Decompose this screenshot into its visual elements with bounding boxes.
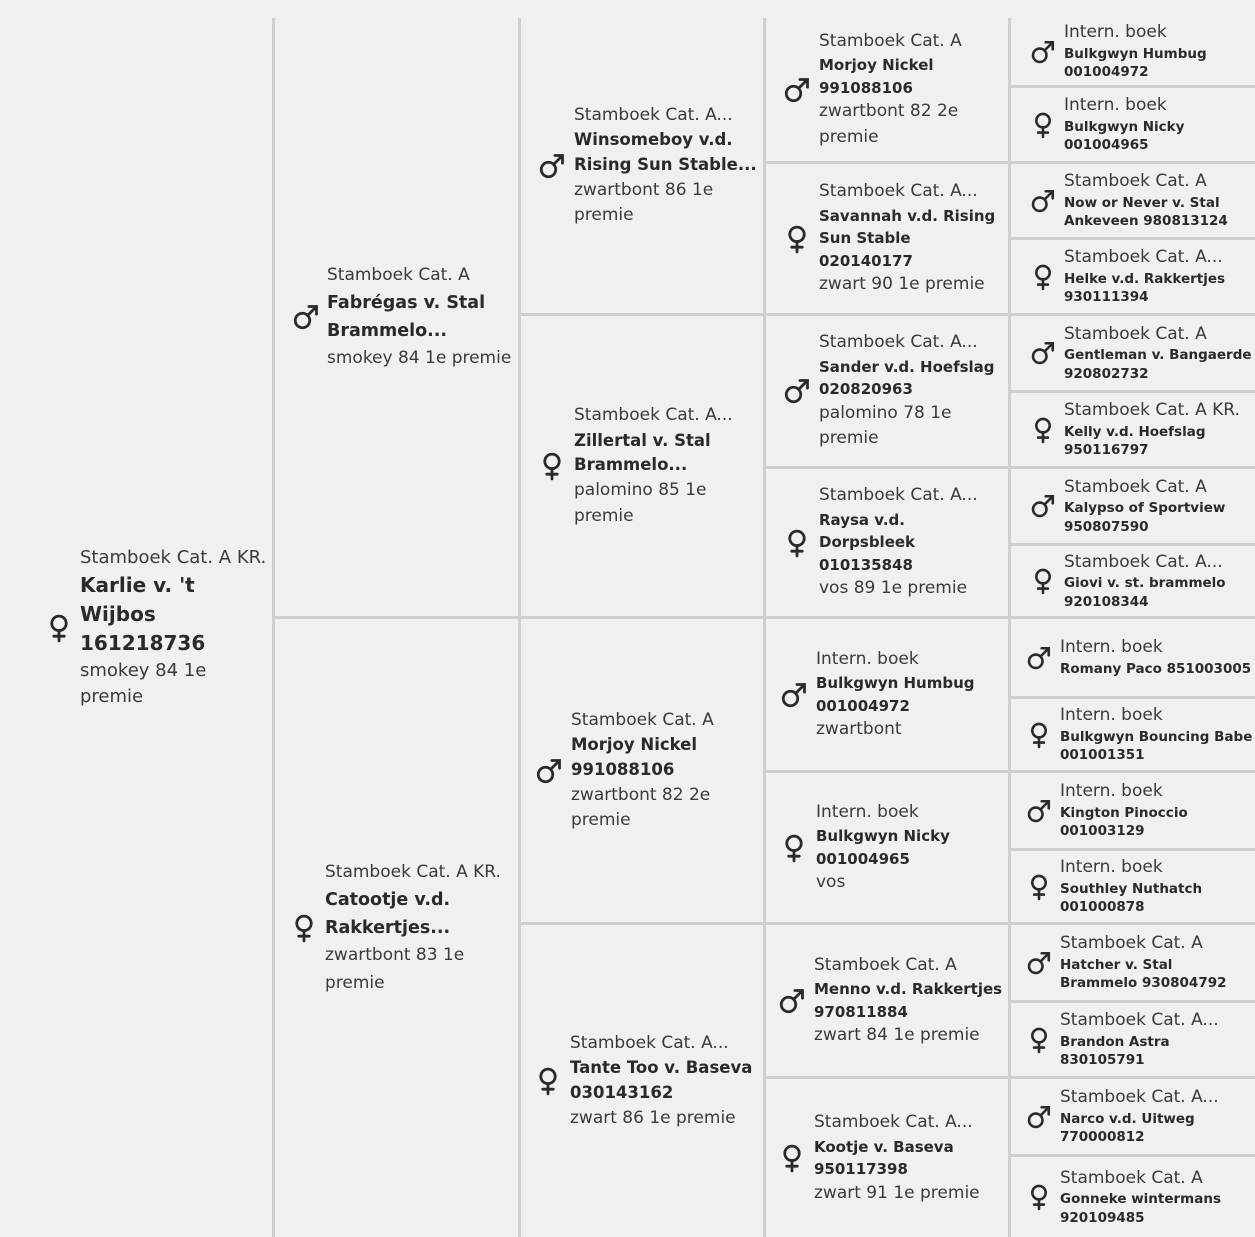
pedigree-ancestor-g5[interactable]	[1018, 699, 1253, 770]
ancestor-registry: Stamboek Cat. A...	[819, 181, 978, 202]
pedigree-ancestor-g4[interactable]	[770, 925, 1005, 1076]
ancestor-info: zwartbont 82 2e premie	[571, 784, 711, 830]
subject-id: 161218736	[80, 630, 206, 655]
ancestor-registry: Intern. boek	[1060, 705, 1163, 726]
ancestor-registry: Intern. boek	[1060, 637, 1163, 658]
pedigree-ancestor-g5[interactable]	[1018, 851, 1253, 922]
column-divider-4	[1008, 18, 1011, 1237]
ancestor-info: zwart 86 1e premie	[570, 1107, 736, 1128]
ancestor-name	[1064, 118, 1253, 155]
ancestor-id: 851003005	[1166, 660, 1252, 677]
male-icon	[772, 681, 816, 709]
ancestor-id: 980813124	[1143, 213, 1228, 230]
ancestor-name: Morjoy Nickel	[571, 735, 698, 754]
ancestor-name	[1060, 880, 1253, 917]
pedigree-ancestor-g4[interactable]	[775, 469, 1005, 616]
dam-name: Catootje v.d. Rakkertjes...	[325, 890, 451, 939]
ancestor-registry: Stamboek Cat. A	[1064, 476, 1207, 497]
pedigree-dam[interactable]	[283, 619, 515, 1237]
male-icon	[1022, 188, 1064, 214]
dam-registry: Stamboek Cat. A KR.	[325, 862, 501, 883]
ancestor-name: Menno v.d. Rakkertjes	[814, 980, 1003, 998]
ancestor-name-text: Brandon Astra	[1060, 1033, 1170, 1050]
ancestor-name	[1064, 423, 1253, 460]
ancestor-registry: Stamboek Cat. A...	[574, 104, 733, 125]
dam-info: zwartbont 83 1e premie	[325, 945, 465, 993]
ancestor-name-text: Bulkgwyn Humbug	[1064, 45, 1207, 62]
male-icon	[1022, 39, 1064, 65]
ancestor-id: 001004972	[1064, 64, 1149, 81]
ancestor-id: 970811884	[814, 1002, 908, 1021]
pedigree-ancestor-g3[interactable]	[526, 925, 760, 1237]
female-icon	[1022, 112, 1064, 138]
ancestor-id: 830105791	[1060, 1052, 1145, 1069]
ancestor-registry: Stamboek Cat. A...	[1060, 1087, 1219, 1108]
female-icon	[283, 914, 325, 942]
ancestor-name-text: Kelly v.d. Hoefslag	[1064, 423, 1206, 440]
ancestor-registry: Stamboek Cat. A KR.	[1064, 400, 1240, 421]
ancestor-id: 001001351	[1060, 747, 1145, 764]
female-icon	[775, 529, 819, 557]
male-icon	[1018, 645, 1060, 671]
ancestor-info: zwart 91 1e premie	[814, 1182, 980, 1203]
ancestor-registry: Intern. boek	[1064, 22, 1167, 43]
ancestor-registry: Stamboek Cat. A	[819, 30, 962, 51]
ancestor-id: 030143162	[570, 1083, 674, 1102]
ancestor-name-text: Narco v.d. Uitweg	[1060, 1110, 1195, 1127]
ancestor-registry: Stamboek Cat. A	[1060, 933, 1203, 954]
ancestor-name	[1060, 1033, 1253, 1070]
pedigree-ancestor-g4[interactable]	[775, 164, 1005, 313]
pedigree-ancestor-g5[interactable]	[1022, 88, 1253, 161]
pedigree-ancestor-g3[interactable]	[530, 316, 762, 616]
male-icon	[775, 76, 819, 104]
ancestor-name-text: Hatcher v. Stal Brammelo	[1060, 956, 1173, 992]
ancestor-registry: Stamboek Cat. A...	[814, 1112, 973, 1132]
pedigree-ancestor-g4[interactable]	[772, 773, 1005, 922]
female-icon	[1018, 722, 1060, 748]
ancestor-registry: Stamboek Cat. A	[1064, 171, 1207, 192]
ancestor-name	[1060, 1110, 1253, 1147]
ancestor-info: zwartbont 82 2e premie	[819, 101, 959, 147]
subject-registry: Stamboek Cat. A KR.	[80, 546, 267, 568]
pedigree-subject[interactable]	[38, 18, 270, 1237]
pedigree-ancestor-g5[interactable]	[1022, 393, 1253, 466]
column-divider-3	[763, 18, 766, 1237]
ancestor-name: Bulkgwyn Nicky	[816, 827, 950, 845]
ancestor-id: 920108344	[1064, 593, 1149, 610]
ancestor-info: zwart 90 1e premie	[819, 274, 985, 295]
pedigree-ancestor-g5[interactable]	[1018, 619, 1253, 696]
column-divider-2	[518, 18, 521, 1237]
ancestor-registry: Stamboek Cat. A	[1060, 1167, 1203, 1188]
pedigree-ancestor-g5[interactable]	[1018, 1079, 1253, 1154]
female-icon	[526, 1067, 570, 1095]
female-icon	[1022, 568, 1064, 594]
pedigree-ancestor-g4[interactable]	[772, 619, 1005, 770]
pedigree-ancestor-g5[interactable]	[1022, 546, 1253, 616]
ancestor-info: zwartbont 86 1e premie	[574, 179, 714, 225]
pedigree-ancestor-g5[interactable]	[1022, 18, 1253, 85]
ancestor-registry: Stamboek Cat. A	[814, 954, 957, 975]
pedigree-ancestor-g4[interactable]	[770, 1079, 1005, 1237]
female-icon	[775, 225, 819, 253]
ancestor-id: 950807590	[1064, 518, 1149, 535]
ancestor-registry: Stamboek Cat. A...	[574, 405, 733, 425]
pedigree-ancestor-g5[interactable]	[1018, 925, 1253, 1000]
female-icon	[772, 834, 816, 862]
pedigree-sire[interactable]	[285, 18, 515, 616]
female-icon	[1022, 264, 1064, 290]
ancestor-id: 991088106	[571, 759, 675, 779]
ancestor-name: Raysa v.d. Dorpsbleek	[819, 510, 916, 552]
female-icon	[530, 452, 574, 480]
female-icon	[1018, 874, 1060, 900]
ancestor-name-text: Gonneke wintermans	[1060, 1191, 1222, 1208]
ancestor-name	[1060, 660, 1251, 679]
ancestor-registry: Intern. boek	[1060, 857, 1163, 878]
ancestor-registry: Stamboek Cat. A...	[1064, 247, 1223, 268]
ancestor-info: zwartbont	[816, 719, 902, 739]
ancestor-id: 001003129	[1060, 823, 1145, 840]
female-icon	[1022, 417, 1064, 443]
pedigree-ancestor-g5[interactable]	[1018, 1157, 1253, 1237]
ancestor-name	[1064, 346, 1253, 383]
ancestor-registry: Stamboek Cat. A...	[819, 485, 978, 506]
ancestor-name: Savannah v.d. Rising Sun Stable	[819, 206, 996, 248]
ancestor-info: vos 89 1e premie	[819, 578, 968, 599]
ancestor-name	[1064, 194, 1253, 231]
ancestor-name	[1064, 45, 1253, 82]
ancestor-id: 770000812	[1060, 1129, 1145, 1146]
ancestor-name-text: Now or Never v. Stal Ankeveen	[1064, 194, 1220, 230]
ancestor-name: Winsomeboy v.d. Rising Sun Stable...	[574, 130, 757, 174]
pedigree-ancestor-g5[interactable]	[1022, 164, 1253, 237]
ancestor-name	[1060, 804, 1253, 841]
ancestor-name	[1064, 574, 1253, 611]
ancestor-name: Bulkgwyn Humbug	[816, 674, 975, 692]
ancestor-info: palomino 78 1e premie	[819, 402, 952, 449]
ancestor-name-text: Romany Paco	[1060, 660, 1162, 677]
ancestor-registry: Intern. boek	[816, 801, 919, 822]
ancestor-id: 001004965	[816, 849, 910, 868]
male-icon	[1018, 950, 1060, 976]
pedigree-ancestor-g5[interactable]	[1022, 240, 1253, 313]
ancestor-id: 020820963	[819, 380, 913, 399]
ancestor-registry: Stamboek Cat. A...	[819, 332, 978, 353]
pedigree-ancestor-g5[interactable]	[1022, 469, 1253, 543]
ancestor-name: Tante Too v. Baseva	[570, 1058, 753, 1078]
pedigree-ancestor-g5[interactable]	[1022, 316, 1253, 390]
sire-registry: Stamboek Cat. A	[327, 264, 470, 285]
female-icon	[1018, 1027, 1060, 1053]
female-icon	[770, 1144, 814, 1172]
ancestor-registry: Stamboek Cat. A	[1064, 323, 1207, 344]
ancestor-name-text: Bulkgwyn Bouncing Babe	[1060, 728, 1253, 745]
ancestor-id: 001004972	[816, 696, 910, 715]
male-icon	[527, 757, 571, 785]
subject-info: smokey 84 1e premie	[80, 659, 207, 708]
male-icon	[1018, 798, 1060, 824]
ancestor-name	[1064, 270, 1253, 307]
ancestor-id: 001000878	[1060, 899, 1145, 916]
ancestor-registry: Stamboek Cat. A	[571, 709, 714, 730]
ancestor-name-text: Kington Pinoccio	[1060, 804, 1188, 821]
pedigree-ancestor-g5[interactable]	[1018, 1003, 1253, 1076]
ancestor-name	[1060, 728, 1253, 765]
male-icon	[775, 377, 819, 405]
sire-name: Fabrégas v. Stal Brammelo...	[327, 293, 486, 341]
ancestor-id: 930804792	[1141, 975, 1227, 992]
column-divider-1	[272, 18, 275, 1237]
ancestor-name-text: Gentleman v. Bangaerde	[1064, 347, 1252, 364]
male-icon	[770, 987, 814, 1015]
male-icon	[1022, 340, 1064, 366]
ancestor-name-text: Southley Nuthatch	[1060, 880, 1203, 897]
ancestor-id: 920109485	[1060, 1209, 1145, 1226]
ancestor-name-text: Helke v.d. Rakkertjes	[1064, 270, 1226, 287]
ancestor-registry: Stamboek Cat. A...	[1064, 551, 1223, 572]
ancestor-id: 950117398	[814, 1160, 908, 1178]
male-icon	[1018, 1104, 1060, 1130]
ancestor-name: Kootje v. Baseva	[814, 1137, 954, 1156]
ancestor-registry: Stamboek Cat. A...	[1060, 1010, 1219, 1031]
ancestor-registry: Intern. boek	[816, 648, 919, 669]
pedigree-ancestor-g3[interactable]	[530, 18, 762, 313]
male-icon	[285, 303, 327, 331]
ancestor-info: vos	[816, 872, 846, 892]
ancestor-name	[1060, 956, 1253, 993]
ancestor-info: palomino 85 1e premie	[574, 480, 707, 526]
ancestor-id: 020140177	[819, 251, 913, 270]
ancestor-id: 991088106	[819, 78, 913, 97]
male-icon	[530, 152, 574, 180]
ancestor-registry: Stamboek Cat. A...	[570, 1032, 729, 1053]
ancestor-id: 920802732	[1064, 365, 1149, 382]
pedigree-ancestor-g4[interactable]	[775, 18, 1005, 161]
pedigree-ancestor-g3[interactable]	[527, 619, 761, 922]
ancestor-name-text: Kalypso of Sportview	[1064, 500, 1226, 517]
ancestor-id: 930111394	[1064, 289, 1149, 306]
pedigree-ancestor-g4[interactable]	[775, 316, 1005, 466]
ancestor-id: 001004965	[1064, 137, 1149, 154]
ancestor-info: zwart 84 1e premie	[814, 1025, 980, 1045]
ancestor-name-text: Giovi v. st. brammelo	[1064, 575, 1226, 592]
subject-name: Karlie v. 't Wijbos	[80, 572, 195, 626]
pedigree-ancestor-g5[interactable]	[1018, 773, 1253, 848]
ancestor-name	[1064, 499, 1253, 536]
ancestor-name-text: Bulkgwyn Nicky	[1064, 118, 1185, 135]
ancestor-registry: Intern. boek	[1064, 95, 1167, 116]
ancestor-name: Zillertal v. Stal Brammelo...	[574, 430, 711, 475]
male-icon	[1022, 493, 1064, 519]
ancestor-name	[1060, 1190, 1253, 1227]
ancestor-id: 010135848	[819, 555, 913, 574]
sire-info: smokey 84 1e premie	[327, 348, 512, 368]
ancestor-registry: Intern. boek	[1060, 781, 1163, 802]
ancestor-name: Morjoy Nickel	[819, 56, 934, 75]
female-icon	[38, 614, 80, 642]
ancestor-name: Sander v.d. Hoefslag	[819, 357, 995, 376]
female-icon	[1018, 1184, 1060, 1210]
ancestor-id: 950116797	[1064, 442, 1149, 459]
